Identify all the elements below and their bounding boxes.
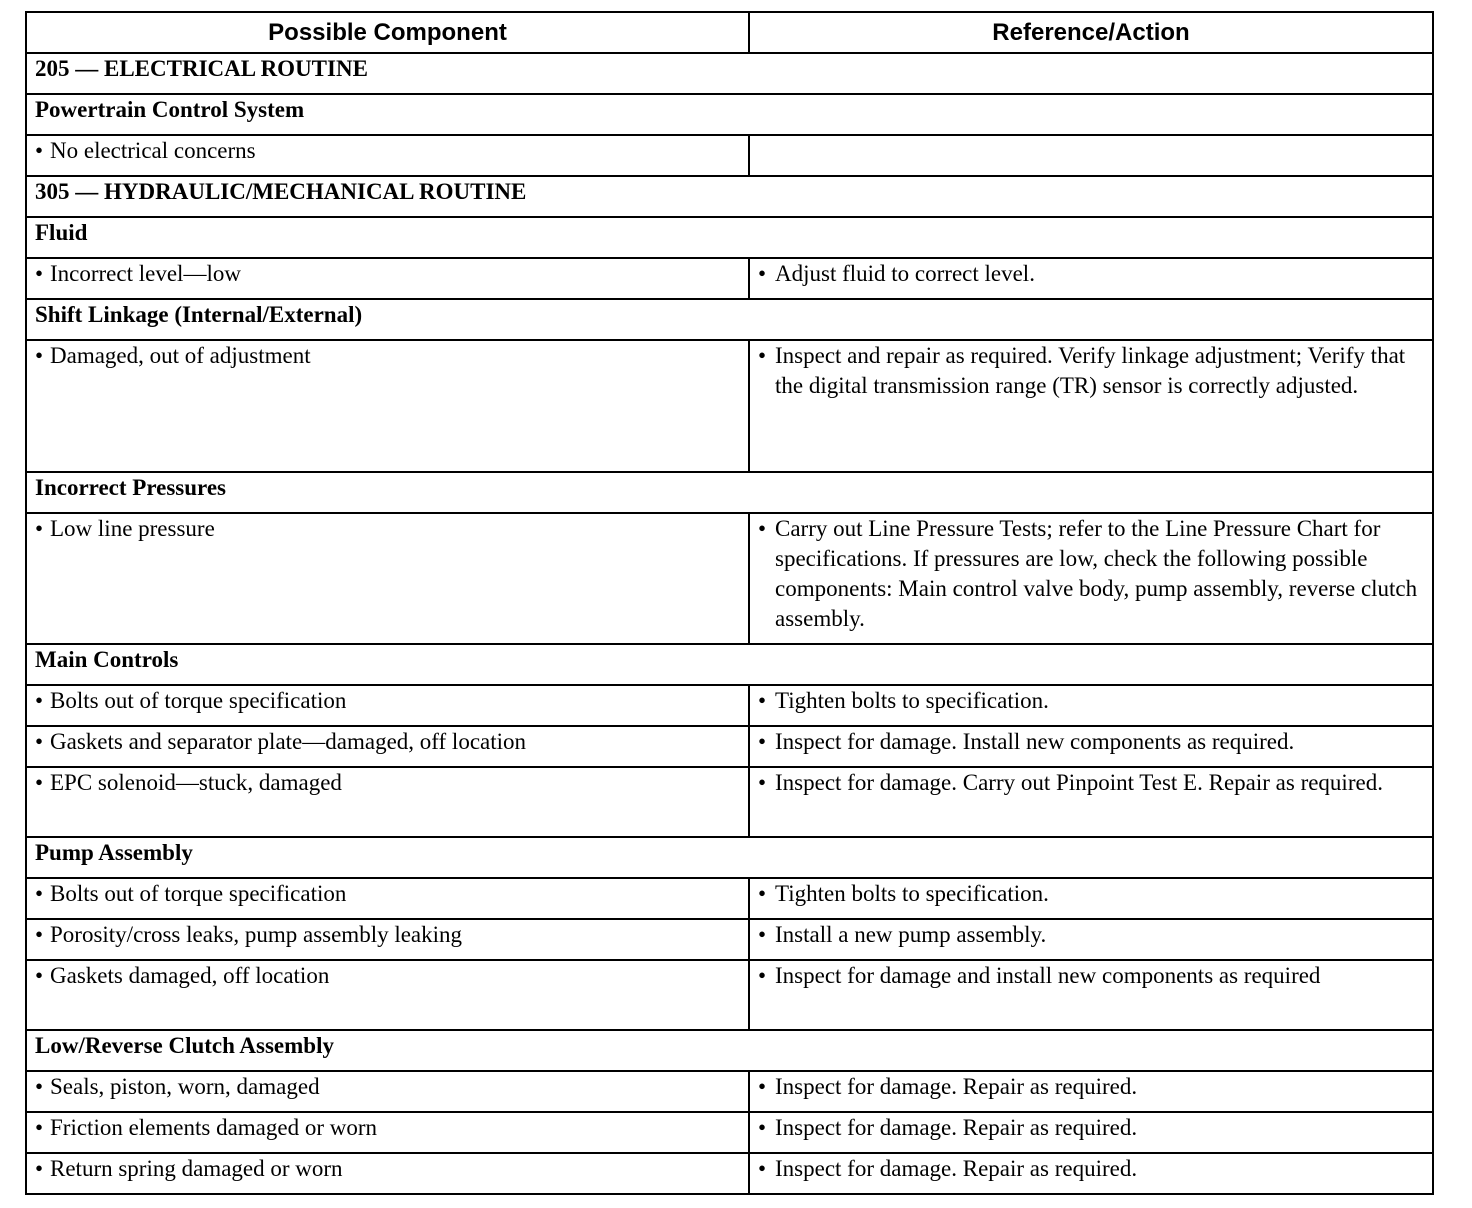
table-row	[26, 919, 1433, 960]
table-row	[26, 1071, 1433, 1112]
bullet-icon: •	[35, 963, 44, 988]
subsection-row	[26, 299, 1433, 340]
header-component: Possible Component	[26, 12, 749, 53]
component-text: Friction elements damaged or worn	[50, 1115, 378, 1140]
table-row	[26, 135, 1433, 176]
component-cell	[26, 1071, 749, 1112]
bullet-icon: •	[35, 1115, 44, 1140]
component-text: Bolts out of torque specification	[50, 688, 347, 713]
bullet-icon: •	[758, 729, 767, 754]
table-row	[26, 685, 1433, 726]
bullet-icon: •	[35, 516, 44, 541]
bullet-icon: •	[758, 261, 767, 286]
bullet-icon: •	[35, 1156, 44, 1181]
action-cell	[749, 878, 1433, 919]
action-text: Tighten bolts to specification.	[775, 688, 1049, 713]
bullet-icon: •	[35, 343, 44, 368]
diagnosis-table	[25, 11, 1434, 1195]
bullet-icon: •	[35, 688, 44, 713]
table-row	[26, 1112, 1433, 1153]
action-cell	[749, 919, 1433, 960]
subsection-row	[26, 837, 1433, 878]
component-text: Gaskets damaged, off location	[50, 963, 330, 988]
action-text: Inspect for damage. Repair as required.	[775, 1156, 1138, 1181]
action-cell	[749, 685, 1433, 726]
component-cell	[26, 960, 749, 1030]
bullet-icon: •	[758, 688, 767, 713]
bullet-icon: •	[758, 963, 767, 988]
action-cell	[749, 1153, 1433, 1194]
bullet-icon: •	[35, 770, 44, 795]
component-text: Incorrect level—low	[50, 261, 241, 286]
action-cell	[749, 258, 1433, 299]
section-row	[26, 176, 1433, 217]
subsection-row	[26, 1030, 1433, 1071]
component-cell	[26, 878, 749, 919]
action-text: Inspect for damage and install new components as required	[775, 963, 1321, 988]
subsection-row	[26, 94, 1433, 135]
action-cell	[749, 960, 1433, 1030]
component-cell	[26, 1153, 749, 1194]
bullet-icon: •	[758, 922, 767, 947]
component-text: Return spring damaged or worn	[50, 1156, 343, 1181]
header-row	[26, 12, 1433, 53]
table-row	[26, 340, 1433, 472]
section-heading: 305 — HYDRAULIC/MECHANICAL ROUTINE	[26, 176, 1433, 217]
component-cell	[26, 685, 749, 726]
bullet-icon: •	[758, 770, 767, 795]
bullet-icon: •	[758, 1156, 767, 1181]
action-cell	[749, 513, 1433, 644]
bullet-icon: •	[758, 1074, 767, 1099]
subsection-row	[26, 217, 1433, 258]
action-cell	[749, 1071, 1433, 1112]
action-text: Install a new pump assembly.	[775, 922, 1047, 947]
action-text: Adjust fluid to correct level.	[775, 261, 1035, 286]
action-text: Inspect for damage. Repair as required.	[775, 1074, 1138, 1099]
component-text: Gaskets and separator plate—damaged, off location	[50, 729, 527, 754]
subsection-row	[26, 644, 1433, 685]
table-row	[26, 878, 1433, 919]
component-cell	[26, 258, 749, 299]
header-action: Reference/Action	[749, 12, 1433, 53]
action-text: Inspect for damage. Install new components as required.	[775, 729, 1295, 754]
bullet-icon: •	[35, 1074, 44, 1099]
bullet-icon: •	[35, 922, 44, 947]
component-cell	[26, 340, 749, 472]
bullet-icon: •	[758, 343, 767, 368]
action-text: Carry out Line Pressure Tests; refer to the Line Pressure Chart for specifications. If pressures are low, check the following possible components: Main control valve body, pump assembly, reverse clutch assembly.	[775, 516, 1418, 631]
subsection-heading: Incorrect Pressures	[26, 472, 1433, 513]
subsection-row	[26, 472, 1433, 513]
bullet-icon: •	[758, 516, 767, 541]
component-text: Porosity/cross leaks, pump assembly leaking	[50, 922, 463, 947]
bullet-icon: •	[758, 881, 767, 906]
section-row	[26, 53, 1433, 94]
component-text: No electrical concerns	[50, 138, 256, 163]
component-text: EPC solenoid—stuck, damaged	[50, 770, 342, 795]
subsection-heading: Pump Assembly	[26, 837, 1433, 878]
subsection-heading: Powertrain Control System	[26, 94, 1433, 135]
action-text: Inspect for damage. Carry out Pinpoint Test E. Repair as required.	[775, 770, 1383, 795]
subsection-heading: Low/Reverse Clutch Assembly	[26, 1030, 1433, 1071]
table-row	[26, 258, 1433, 299]
bullet-icon: •	[35, 729, 44, 754]
component-cell	[26, 726, 749, 767]
subsection-heading: Main Controls	[26, 644, 1433, 685]
table-row	[26, 1153, 1433, 1194]
action-text: Tighten bolts to specification.	[775, 881, 1049, 906]
bullet-icon: •	[35, 881, 44, 906]
component-text: Seals, piston, worn, damaged	[50, 1074, 320, 1099]
action-cell	[749, 726, 1433, 767]
action-cell	[749, 1112, 1433, 1153]
component-cell	[26, 1112, 749, 1153]
component-cell	[26, 513, 749, 644]
section-heading: 205 — ELECTRICAL ROUTINE	[26, 53, 1433, 94]
table-row	[26, 767, 1433, 837]
action-cell	[749, 135, 1433, 176]
table-row	[26, 960, 1433, 1030]
action-text: Inspect and repair as required. Verify linkage adjustment; Verify that the digital transmission range (TR) sensor is correctly adjusted.	[775, 343, 1406, 398]
component-text: Bolts out of torque specification	[50, 881, 347, 906]
action-cell	[749, 767, 1433, 837]
table-row	[26, 513, 1433, 644]
component-text: Damaged, out of adjustment	[50, 343, 311, 368]
table-row	[26, 726, 1433, 767]
bullet-icon: •	[758, 1115, 767, 1140]
bullet-icon: •	[35, 261, 44, 286]
bullet-icon: •	[35, 138, 44, 163]
subsection-heading: Fluid	[26, 217, 1433, 258]
action-cell	[749, 340, 1433, 472]
component-cell	[26, 767, 749, 837]
component-cell	[26, 919, 749, 960]
action-text: Inspect for damage. Repair as required.	[775, 1115, 1138, 1140]
component-cell	[26, 135, 749, 176]
subsection-heading: Shift Linkage (Internal/External)	[26, 299, 1433, 340]
component-text: Low line pressure	[50, 516, 215, 541]
